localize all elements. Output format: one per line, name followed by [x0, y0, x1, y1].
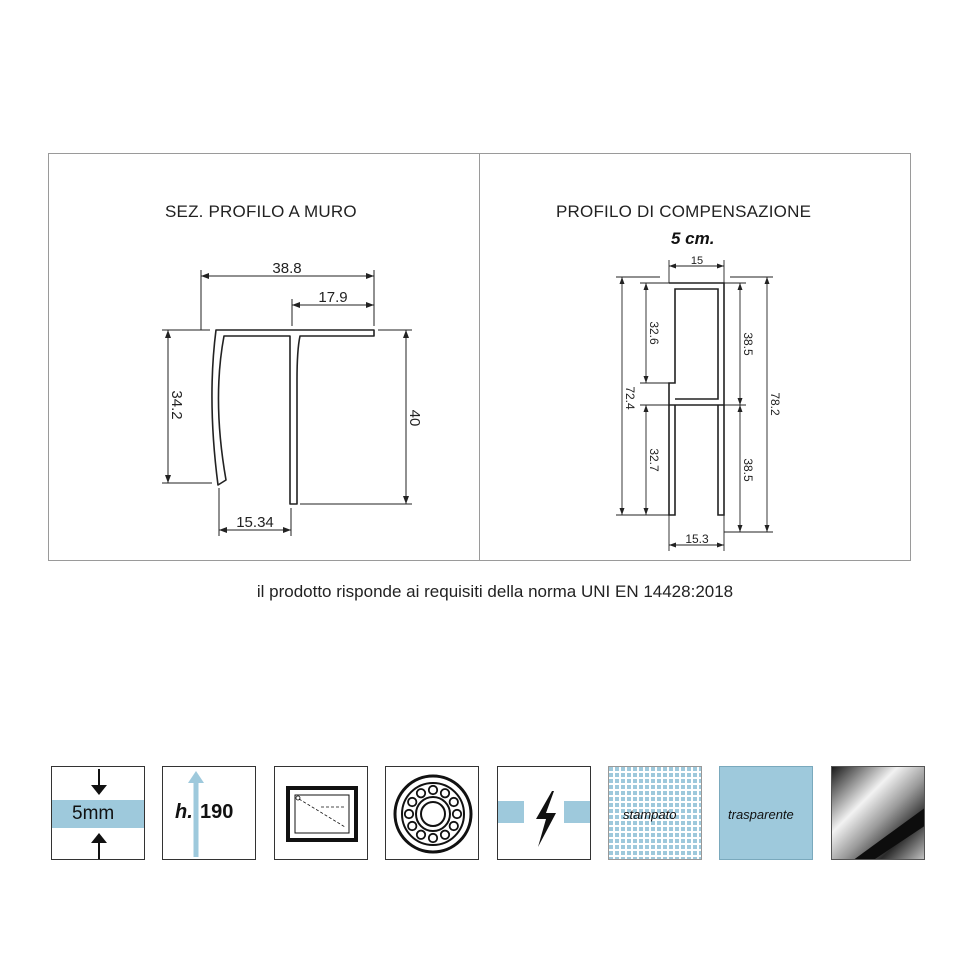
clear-label: trasparente — [728, 807, 794, 822]
bearing-ball — [417, 831, 425, 839]
height-value: 190 — [200, 801, 234, 823]
dim-height-left: 34.2 — [168, 390, 185, 420]
left-panel-title: SEZ. PROFILO A MURO — [165, 202, 357, 221]
bearing-ball — [408, 798, 416, 806]
bearing-ball — [417, 789, 425, 797]
dim-width-bottom: 15.34 — [236, 514, 274, 531]
dim-comp-width-bottom: 15.3 — [685, 532, 709, 546]
bearing-ball — [408, 822, 416, 830]
chrome-finish-swatch — [831, 766, 925, 860]
thickness-label: 5mm — [72, 803, 115, 824]
dim-height-right: 40 — [406, 409, 423, 427]
dim-comp-total-right: 78.2 — [768, 392, 782, 416]
printed-label: stampato — [623, 807, 677, 822]
bearing-ball — [450, 822, 458, 830]
height-arrow-icon — [162, 766, 256, 860]
dim-comp-lower-inner: 32.7 — [647, 448, 661, 472]
dim-comp-width-top: 15 — [690, 255, 704, 267]
dim-comp-upper-inner: 32.6 — [647, 321, 661, 345]
dim-comp-lower-outer: 38.5 — [741, 458, 755, 482]
glass-thickness-icon — [51, 766, 145, 860]
glass-frame-icon — [274, 766, 368, 860]
tempered-glass-icon — [497, 766, 591, 860]
right-panel-subtitle: 5 cm. — [671, 229, 715, 248]
compensation-lower-legs — [669, 405, 724, 515]
printed-glass-swatch — [608, 766, 702, 860]
bearing-ball — [441, 831, 449, 839]
bearing-ball — [429, 786, 437, 794]
bearing-wheels-icon — [385, 766, 479, 860]
dim-comp-upper-outer: 38.5 — [741, 332, 755, 356]
bearing-ball — [429, 834, 437, 842]
right-panel-title: PROFILO DI COMPENSAZIONE — [556, 202, 812, 221]
dim-width-inner: 17.9 — [318, 289, 348, 306]
bearing-ball — [405, 810, 413, 818]
dim-comp-total-left: 72.4 — [623, 386, 637, 410]
bearing-ball — [450, 798, 458, 806]
dim-width-top: 38.8 — [272, 260, 302, 277]
norm-statement: il prodotto risponde ai requisiti della norma UNI EN 14428:2018 — [256, 582, 734, 601]
compensation-upper-channel — [669, 283, 724, 405]
bearing-ball — [453, 810, 461, 818]
height-prefix: h. — [175, 801, 193, 823]
bearing-ball — [441, 789, 449, 797]
clear-glass-swatch — [719, 766, 813, 860]
